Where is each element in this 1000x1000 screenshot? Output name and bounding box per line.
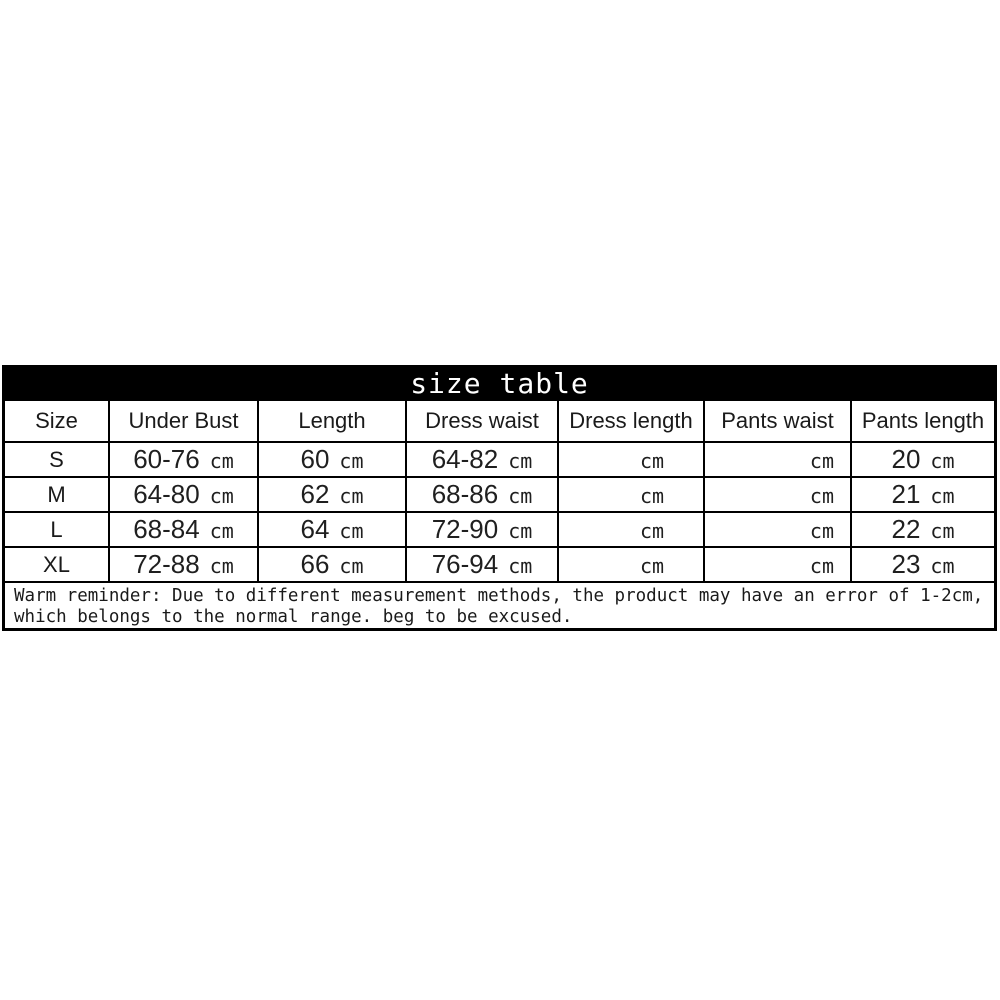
cell-unit: cm [508, 519, 533, 543]
cell-value: 72-90 [431, 514, 499, 544]
cell-value: 64-82 [431, 444, 499, 474]
row-label [5, 513, 108, 546]
column-header-under-bust: Under Bust [110, 401, 257, 441]
size-value: L [50, 517, 63, 542]
cell-unit: cm [209, 519, 234, 543]
measurement-cell [407, 478, 557, 511]
measurement-cell [705, 513, 850, 546]
cell-unit: cm [809, 519, 834, 543]
cell-value: 66 [300, 549, 330, 579]
measurement-cell [259, 443, 405, 476]
cell-unit: cm [339, 484, 364, 508]
cell-value: 21 [891, 479, 921, 509]
size-table-title: size table [5, 365, 994, 401]
measurement-cell [407, 513, 557, 546]
size-table-grid [5, 401, 994, 628]
cell-value: 64 [300, 514, 330, 544]
measurement-cell [559, 513, 703, 546]
size-value: M [47, 482, 66, 507]
column-header-pants-waist: Pants waist [705, 401, 850, 441]
cell-unit: cm [930, 449, 955, 473]
row-label [5, 443, 108, 476]
measurement-cell [559, 443, 703, 476]
row-label [5, 548, 108, 581]
measurement-cell [259, 513, 405, 546]
size-table [2, 365, 997, 631]
cell-unit: cm [508, 554, 533, 578]
cell-unit: cm [508, 449, 533, 473]
measurement-cell [259, 478, 405, 511]
size-value: XL [43, 552, 70, 577]
cell-unit: cm [209, 554, 234, 578]
column-header-size: Size [5, 401, 108, 441]
column-header-dress-length: Dress length [559, 401, 703, 441]
measurement-cell [259, 548, 405, 581]
measurement-cell [110, 513, 257, 546]
cell-value: 60-76 [133, 444, 200, 474]
cell-value: 76-94 [431, 549, 499, 579]
measurement-cell [110, 548, 257, 581]
measurement-cell [407, 548, 557, 581]
cell-value: 72-88 [133, 549, 200, 579]
row-label [5, 478, 108, 511]
size-value: S [49, 447, 64, 472]
measurement-cell [705, 478, 850, 511]
measurement-cell [852, 548, 994, 581]
cell-unit: cm [930, 484, 955, 508]
measurement-cell [407, 443, 557, 476]
measurement-cell [110, 443, 257, 476]
measurement-cell [852, 443, 994, 476]
cell-unit: cm [809, 449, 834, 473]
warm-reminder [5, 583, 994, 628]
cell-value: 68-86 [431, 479, 499, 509]
cell-unit: cm [209, 484, 234, 508]
cell-unit: cm [339, 554, 364, 578]
cell-unit: cm [930, 519, 955, 543]
cell-unit: cm [639, 554, 665, 578]
measurement-cell [110, 478, 257, 511]
reminder-line: Warm reminder: Due to different measurement methods, the product may have an error of 1-2cm, [14, 586, 984, 606]
cell-value: 22 [891, 514, 921, 544]
cell-value: 60 [300, 444, 330, 474]
cell-value: 64-80 [133, 479, 200, 509]
cell-unit: cm [209, 449, 234, 473]
column-header-dress-waist: Dress waist [407, 401, 557, 441]
cell-value: 62 [300, 479, 330, 509]
measurement-cell [705, 443, 850, 476]
column-header-length: Length [259, 401, 405, 441]
measurement-cell [852, 478, 994, 511]
cell-value: 20 [891, 444, 921, 474]
cell-value: 23 [891, 549, 921, 579]
measurement-cell [705, 548, 850, 581]
cell-unit: cm [809, 554, 834, 578]
column-header-pants-length: Pants length [852, 401, 994, 441]
reminder-line: which belongs to the normal range. beg to be excused. [14, 607, 573, 627]
measurement-cell [852, 513, 994, 546]
measurement-cell [559, 548, 703, 581]
cell-unit: cm [809, 484, 834, 508]
cell-unit: cm [339, 449, 364, 473]
cell-unit: cm [639, 449, 665, 473]
cell-unit: cm [339, 519, 364, 543]
cell-unit: cm [508, 484, 533, 508]
cell-value: 68-84 [133, 514, 200, 544]
cell-unit: cm [930, 554, 955, 578]
cell-unit: cm [639, 519, 665, 543]
cell-unit: cm [639, 484, 665, 508]
measurement-cell [559, 478, 703, 511]
